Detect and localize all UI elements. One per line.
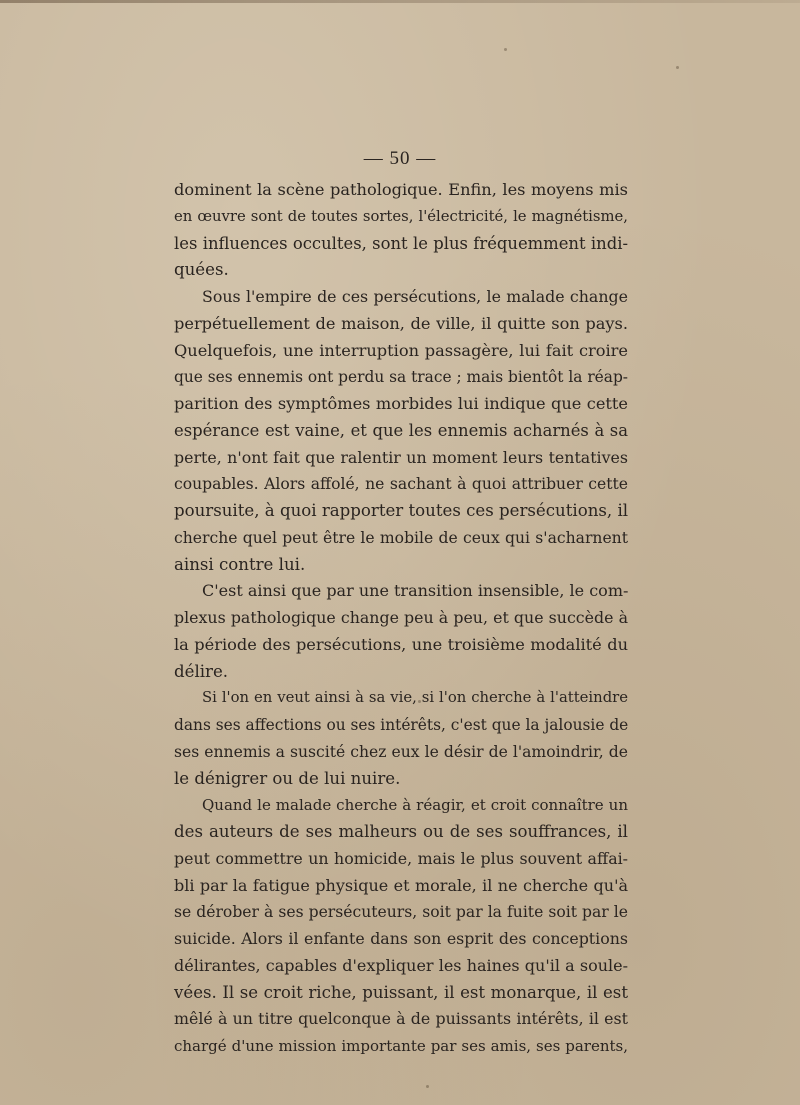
text-line: délirantes, capables d'expliquer les haines qu'il a soule- <box>174 955 628 975</box>
text-line: Quelquefois, une interruption passagère, lui fait croire <box>174 340 628 360</box>
text-line: coupables. Alors affolé, ne sachant à quoi attribuer cette <box>174 475 628 494</box>
text-line: mêlé à un titre quelconque à de puissants intérêts, il est <box>174 1009 628 1029</box>
text-line: Sous l'empire de ces persécutions, le malade change <box>202 287 628 306</box>
text-line: suicide. Alors il enfante dans son esprit des conceptions <box>174 929 628 948</box>
text-line: plexus pathologique change peu à peu, et que succède à <box>174 608 628 627</box>
text-line: en œuvre sont de toutes sortes, l'électricité, le magnétisme, <box>174 207 628 225</box>
paper-speck <box>504 48 507 51</box>
text-line: Quand le malade cherche à réagir, et croit connaître un <box>202 796 628 815</box>
text-line: bli par la fatigue physique et morale, il ne cherche qu'à <box>174 875 628 895</box>
text-line: vées. Il se croit riche, puissant, il est monarque, il est <box>174 982 628 1002</box>
text-line: perte, n'ont fait que ralentir un moment leurs tentatives <box>174 447 628 467</box>
text-line: espérance est vaine, et que les ennemis acharnés à sa <box>174 420 628 440</box>
text-line: des auteurs de ses malheurs ou de ses souffrances, il <box>174 822 628 841</box>
text-line: que ses ennemis ont perdu sa trace ; mais bientôt la réap- <box>174 368 629 387</box>
page-number: — 50 — <box>363 148 437 169</box>
text-line: C'est ainsi que par une transition insensible, le com- <box>202 581 629 601</box>
text-line: quées. <box>174 260 229 280</box>
text-line: la période des persécutions, une troisième modalité du <box>174 634 628 654</box>
text-line: peut commettre un homicide, mais le plus souvent affai- <box>174 848 628 868</box>
paper-speck <box>236 967 239 970</box>
text-line: cherche quel peut être le mobile de ceux qui s'acharnent <box>174 528 628 547</box>
text-line: poursuite, à quoi rapporter toutes ces persécutions, il <box>174 501 629 520</box>
paper-speck <box>676 66 679 69</box>
text-line: parition des symptômes morbides lui indique que cette <box>174 394 628 413</box>
paper-speck <box>426 1085 429 1088</box>
text-line: dominent la scène pathologique. Enfin, les moyens mis <box>174 180 628 199</box>
text-line: perpétuellement de maison, de ville, il quitte son pays. <box>174 313 628 333</box>
text-line: se dérober à ses persécuteurs, soit par la fuite soit par le <box>174 903 628 922</box>
paper-speck <box>418 700 421 703</box>
text-line: Si l'on en veut ainsi à sa vie, si l'on cherche à l'atteindre <box>202 689 628 707</box>
text-line: les influences occultes, sont le plus fréquemment indi- <box>174 233 628 253</box>
text-line: ses ennemis a suscité chez eux le désir de l'amoindrir, de <box>174 742 628 761</box>
text-line: dans ses affections ou ses intérêts, c'est que la jalousie de <box>174 716 629 734</box>
text-line: chargé d'une mission importante par ses amis, ses parents, <box>174 1037 628 1055</box>
page-edge <box>0 0 800 3</box>
body-text <box>174 177 628 1060</box>
text-line: délire. <box>174 661 229 681</box>
text-line: ainsi contre lui. <box>174 554 306 574</box>
text-line: le dénigrer ou de lui nuire. <box>174 768 401 788</box>
